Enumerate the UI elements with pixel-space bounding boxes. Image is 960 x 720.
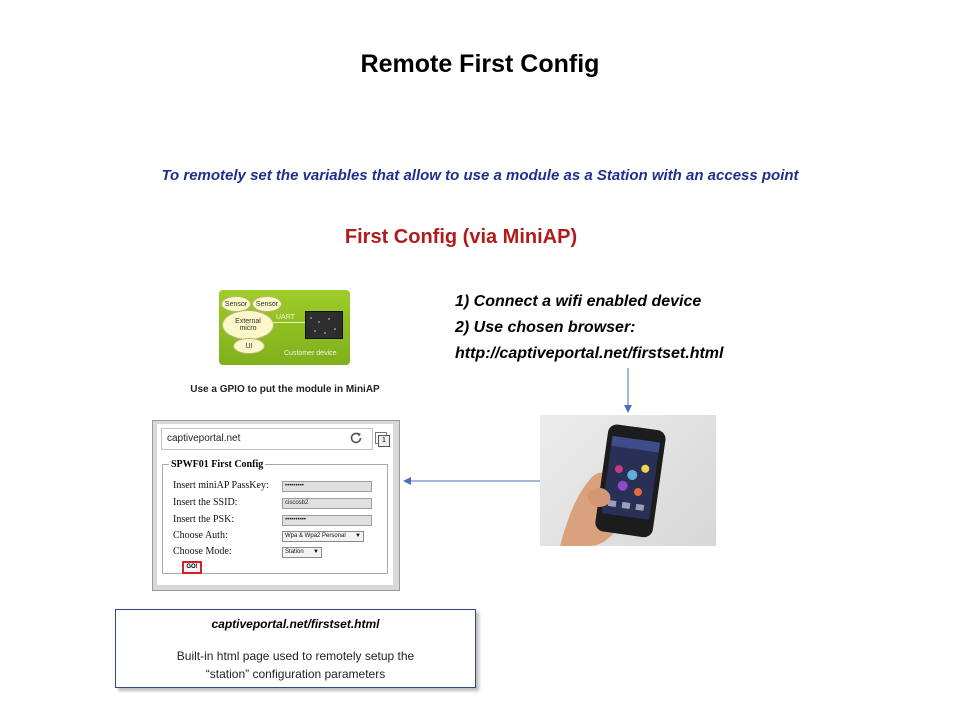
go-button[interactable]: GO! xyxy=(182,561,202,574)
external-micro-label-1: External xyxy=(235,318,261,325)
note-body-line-1: Built-in html page used to remotely setup the xyxy=(176,649,415,663)
mode-select[interactable] xyxy=(282,547,322,558)
smartphone-icon xyxy=(540,415,716,546)
step-3-url: http://captiveportal.net/firstset.html xyxy=(455,345,724,362)
slide-title: Remote First Config xyxy=(360,50,600,78)
mode-label: Choose Mode: xyxy=(173,546,232,557)
module-caption: Use a GPIO to put the module in MiniAP xyxy=(190,384,380,395)
refresh-icon[interactable] xyxy=(348,430,364,446)
dropdown-arrow-icon: ▼ xyxy=(313,549,319,555)
passkey-label: Insert miniAP PassKey: xyxy=(173,480,269,491)
auth-label: Choose Auth: xyxy=(173,530,228,541)
mode-select-value: Station xyxy=(285,549,304,555)
psk-label: Insert the PSK: xyxy=(173,514,235,525)
sensor-label-1: Sensor xyxy=(224,300,248,308)
step-1: 1) Connect a wifi enabled device xyxy=(455,293,702,310)
auth-select[interactable] xyxy=(282,531,364,542)
note-title: captiveportal.net/firstset.html xyxy=(211,617,380,631)
ssid-label: Insert the SSID: xyxy=(173,497,238,508)
uart-label: UART xyxy=(276,314,295,321)
ui-label: UI xyxy=(245,342,253,350)
passkey-input[interactable]: ••••••••• xyxy=(282,481,372,492)
step-2: 2) Use chosen browser: xyxy=(455,319,636,336)
auth-select-value: Wpa & Wpa2 Personal xyxy=(285,533,346,539)
external-micro-label-2: micro xyxy=(239,325,257,332)
note-body-line-2: “station” configuration parameters xyxy=(205,667,386,681)
tabs-icon[interactable] xyxy=(375,432,389,446)
address-bar-url: captiveportal.net xyxy=(167,433,241,444)
phone-in-hand-photo xyxy=(540,415,716,546)
tab-count: 1 xyxy=(378,435,390,447)
note-body xyxy=(130,647,461,683)
dropdown-arrow-icon: ▼ xyxy=(355,533,361,539)
form-title: SPWF01 First Config xyxy=(171,459,264,470)
ssid-input[interactable]: ciscosb2 xyxy=(282,498,372,509)
slide-subtitle: To remotely set the variables that allow to use a module as a Station with an access point xyxy=(161,167,799,184)
sensor-label-2: Sensor xyxy=(255,300,279,308)
customer-device-label: Customer device xyxy=(284,350,337,357)
psk-input[interactable]: •••••••••• xyxy=(282,515,372,526)
section-heading: First Config (via MiniAP) xyxy=(344,226,578,248)
